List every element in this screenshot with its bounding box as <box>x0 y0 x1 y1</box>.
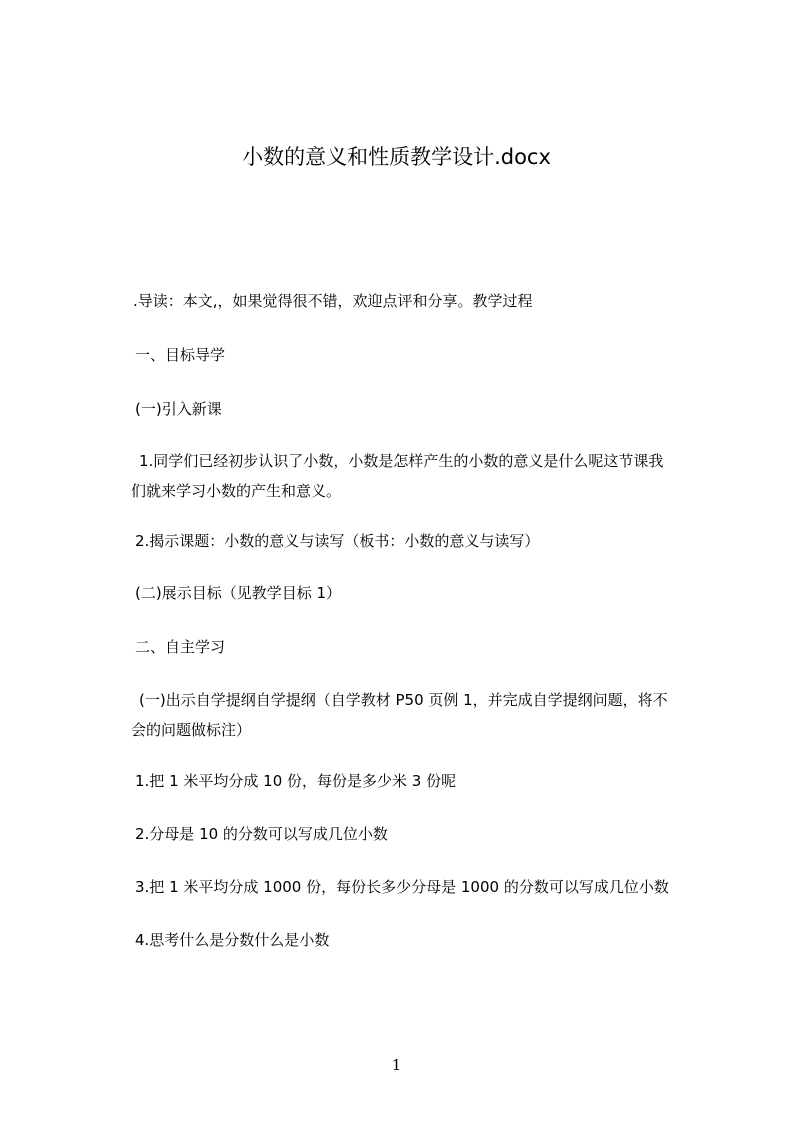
paragraph-line: (一)出示自学提纲自学提纲（自学教材 P50 页例 1，并完成自学提纲问题，将不 <box>139 691 668 709</box>
paragraph-line: 们就来学习小数的产生和意义。 <box>131 482 342 500</box>
paragraph-item-2: 2.揭示课题：小数的意义与读写（板书：小数的意义与读写） <box>135 532 540 550</box>
section-heading-goals: 一、目标导学 <box>135 346 226 364</box>
question-item-2: 2.分母是 10 的分数可以写成几位小数 <box>135 825 388 843</box>
paragraph-intro: .导读：本文,，如果觉得很不错，欢迎点评和分享。教学过程 <box>133 292 533 310</box>
paragraph-line: 会的问题做标注） <box>131 721 252 739</box>
question-item-3: 3.把 1 米平均分成 1000 份，每份长多少分母是 1000 的分数可以写成几位小数 <box>135 878 669 896</box>
subsection-heading-goals: (二)展示目标（见教学目标 1） <box>135 584 342 602</box>
paragraph-outline <box>133 685 707 745</box>
page-number: 1 <box>391 1056 402 1074</box>
paragraph-item-1 <box>133 446 707 506</box>
paragraph-line: 1.同学们已经初步认识了小数，小数是怎样产生的小数的意义是什么呢这节课我 <box>139 452 664 470</box>
document-title: 小数的意义和性质教学设计.docx <box>242 145 551 169</box>
question-item-4: 4.思考什么是分数什么是小数 <box>135 931 330 949</box>
question-item-1: 1.把 1 米平均分成 10 份，每份是多少米 3 份呢 <box>135 772 457 790</box>
section-heading-self-study: 二、自主学习 <box>135 638 226 656</box>
subsection-heading-intro: (一)引入新课 <box>135 400 222 418</box>
